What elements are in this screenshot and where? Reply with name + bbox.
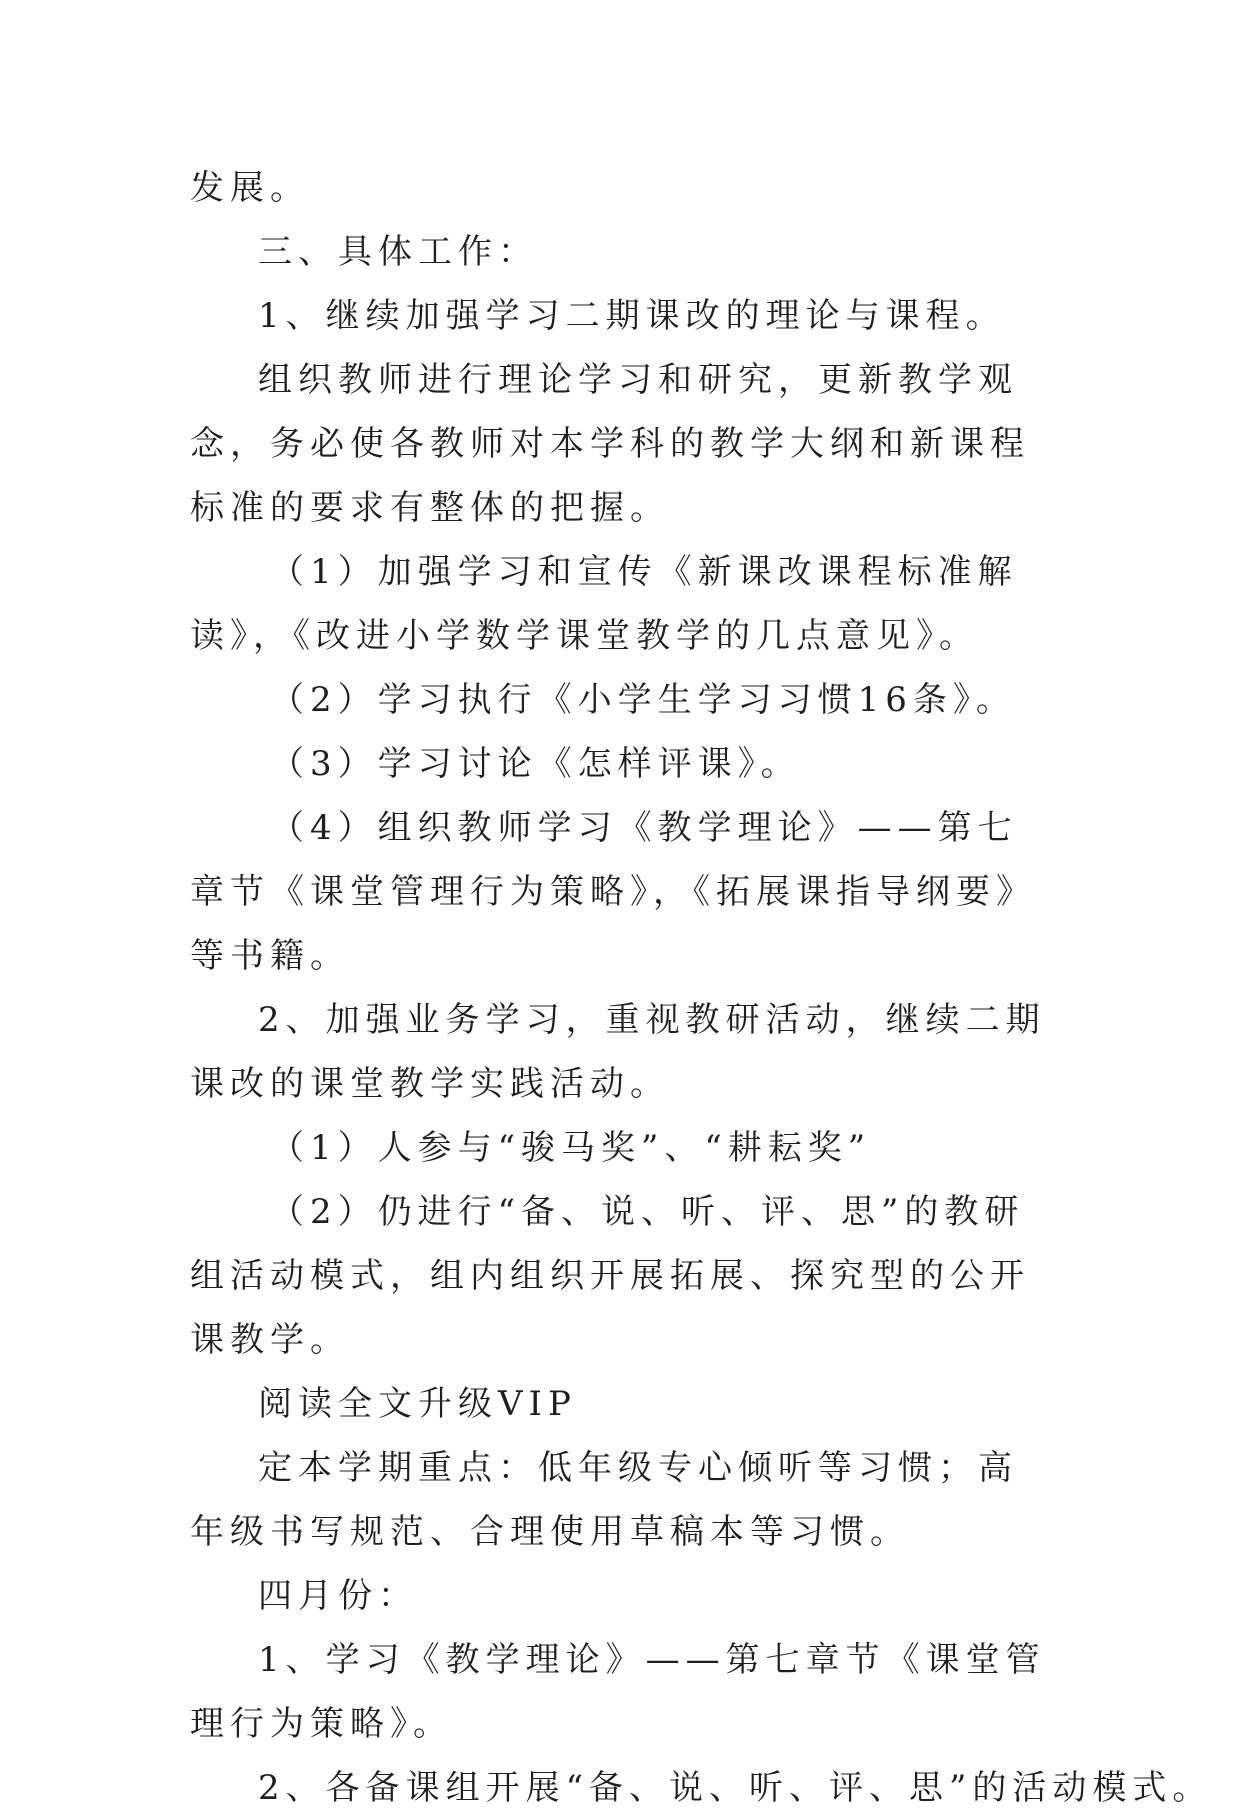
item-1-sub-3: （3）学习讨论《怎样评课》。 bbox=[270, 744, 801, 784]
semester-focus: 定本学期重点：低年级专心倾听等习惯；高年级书写规范、合理使用草稿本等习惯。 bbox=[190, 1448, 1018, 1552]
item-1-sub-2: （2）学习执行《小学生学习习惯16条》。 bbox=[270, 680, 1016, 720]
paragraph-continuation: 发展。 bbox=[190, 168, 310, 208]
read-full-upgrade-vip-link[interactable]: 阅读全文升级VIP bbox=[258, 1384, 577, 1424]
document-body bbox=[190, 156, 1213, 1820]
april-item-2: 2、各备课组开展“备、说、听、评、思”的活动模式。 bbox=[258, 1768, 1213, 1808]
item-2-sub-2: （2）仍进行“备、说、听、评、思”的教研组活动模式，组内组织开展拓展、探究型的公开课教学。 bbox=[190, 1192, 1030, 1360]
item-1-sub-1: （1）加强学习和宣传《新课改课程标准解读》，《改进小学数学课堂教学的几点意见》。 bbox=[190, 552, 1018, 656]
item-2-heading: 2、加强业务学习，重视教研活动，继续二期课改的课堂教学实践活动。 bbox=[190, 1000, 1046, 1104]
item-1-body: 组织教师进行理论学习和研究，更新教学观念，务必使各教师对本学科的教学大纲和新课程标准的要求有整体的把握。 bbox=[190, 360, 1030, 528]
april-item-1: 1、学习《教学理论》——第七章节《课堂管理行为策略》。 bbox=[190, 1640, 1046, 1744]
item-1-sub-4: （4）组织教师学习《教学理论》——第七章节《课堂管理行为策略》，《拓展课指导纲要》等书籍。 bbox=[190, 808, 1036, 976]
item-1-heading: 1、继续加强学习二期课改的理论与课程。 bbox=[258, 296, 1006, 336]
section-heading-specific-work: 三、具体工作： bbox=[258, 232, 538, 272]
item-2-sub-1: （1）人参与“骏马奖”、“耕耘奖” bbox=[270, 1128, 872, 1168]
april-heading: 四月份： bbox=[258, 1576, 418, 1616]
